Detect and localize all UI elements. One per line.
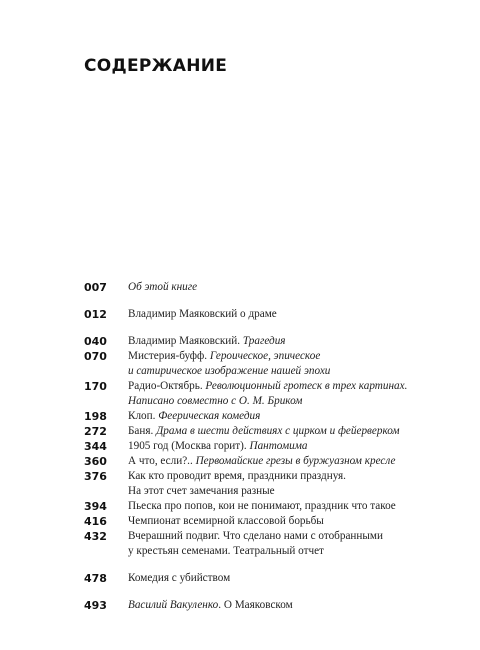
toc-title-line [128,469,346,484]
toc-title [128,598,293,613]
toc-title [128,307,277,322]
toc-entry [84,280,464,295]
toc-title [128,469,346,499]
toc-title [128,379,407,409]
italic-segment: Героическое, эпическое [209,350,321,362]
toc-entry [84,424,464,439]
text-segment: Пьеска про попов, кои не понимают, праздник что такое [128,500,396,512]
text-segment: Как кто проводит время, праздники празднуя. [128,470,346,482]
toc-title [128,514,324,529]
toc-page-number: 040 [84,335,107,348]
toc-page-number: 376 [84,470,107,483]
toc-title-line [128,529,383,544]
toc-title-line [128,439,307,454]
italic-segment: Драма в шести действиях с цирком и фейерверком [156,425,400,437]
italic-segment: Первомайские грезы в буржуазном кресле [195,455,396,467]
toc-title-line [128,598,293,613]
toc-title [128,424,400,439]
toc-title [128,571,230,586]
text-segment: Вчерашний подвиг. Что сделано нами с отобранными [128,530,383,542]
toc-page-number: 272 [84,425,107,438]
toc-entry [84,571,464,586]
italic-segment: и сатирическое изображение нашей эпохи [128,365,331,377]
text-segment: На этот счет замечания разные [128,485,275,497]
toc-title-line [128,499,396,514]
toc-title [128,349,330,379]
text-segment: Чемпионат всемирной классовой борьбы [128,515,324,527]
toc-page-number: 432 [84,530,107,543]
text-segment: Баня. [128,425,157,437]
text-segment: . О Маяковском [218,599,293,611]
text-segment: 1905 год (Москва горит). [128,440,250,452]
toc-title [128,409,260,424]
toc-title [128,439,307,454]
toc-title-line [128,349,330,364]
toc-entry [84,379,464,409]
toc-title-line [128,307,277,322]
toc-title-line [128,364,330,379]
toc-title-line [128,454,395,469]
toc-entry [84,409,464,424]
toc-page-number: 012 [84,308,107,321]
toc-page-number: 416 [84,515,107,528]
toc-title-line [128,409,260,424]
toc-title [128,334,286,349]
toc-title-line [128,394,407,409]
toc-entry [84,469,464,499]
toc-page-number: 198 [84,410,107,423]
toc-page-number: 493 [84,599,107,612]
text-segment: Мистерия-буфф. [128,350,210,362]
italic-segment: Трагедия [242,335,286,347]
toc-entry [84,349,464,379]
toc-title-line [128,424,400,439]
text-segment: Владимир Маяковский. [128,335,243,347]
page-title: СОДЕРЖАНИЕ [84,56,228,76]
toc-title-line [128,544,383,559]
toc-page-number: 170 [84,380,107,393]
italic-segment: Феерическая комедия [158,410,261,422]
text-segment: Клоп. [128,410,159,422]
toc-title [128,529,383,559]
toc-title-line [128,379,407,394]
italic-segment: Василий Вакуленко [128,599,219,611]
toc-entry [84,334,464,349]
toc-title [128,499,396,514]
text-segment: Владимир Маяковский о драме [128,308,277,320]
toc-entry [84,454,464,469]
toc-page-number: 394 [84,500,107,513]
toc-page-number: 007 [84,281,107,294]
toc-page-number: 070 [84,350,107,363]
toc-entry [84,514,464,529]
toc-title-line [128,280,197,295]
toc-entry [84,439,464,454]
text-segment: Радио-Октябрь. [128,380,206,392]
text-segment: Комедия с убийством [128,572,231,584]
toc-entry [84,598,464,613]
toc-title [128,454,395,469]
text-segment: А что, если?.. [128,455,196,467]
table-of-contents [84,280,464,613]
toc-title-line [128,484,346,499]
toc-title-line [128,514,324,529]
text-segment: у крестьян семенами. Театральный отчет [128,545,324,557]
toc-title [128,280,197,295]
toc-page-number: 360 [84,455,107,468]
toc-page-number: 478 [84,572,107,585]
italic-segment: Об этой книге [128,281,198,293]
toc-entry [84,307,464,322]
toc-title-line [128,571,230,586]
toc-entry [84,499,464,514]
italic-segment: Написано совместно с О. М. Бриком [128,395,303,407]
toc-title-line [128,334,286,349]
italic-segment: Пантомима [249,440,308,452]
toc-entry [84,529,464,559]
italic-segment: Революционный гротеск в трех картинах. [205,380,408,392]
toc-page-number: 344 [84,440,107,453]
